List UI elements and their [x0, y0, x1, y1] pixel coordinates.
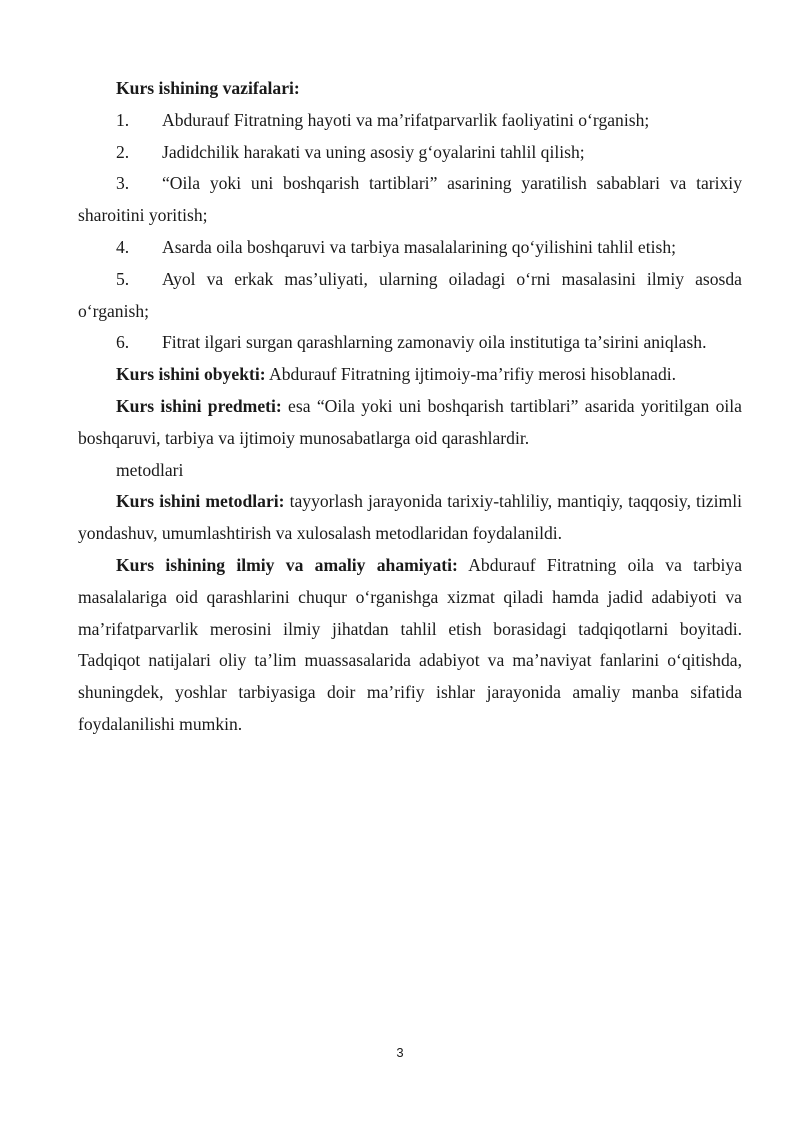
task-text: Jadidchilik harakati va uning asosiy gʻoyalarini tahlil qilish;: [162, 141, 585, 162]
methods-text: tayyorlash jarayonida tarixiy-tahliliy, mantiqiy, taqqosiy, tizimli yondashuv, umumlashtirish va xulosalash metodlaridan foydalanildi.: [78, 491, 742, 544]
object-paragraph: [78, 359, 742, 391]
task-item-5: [78, 264, 742, 328]
significance-text: Abdurauf Fitratning oila va tarbiya masalalariga oid qarashlarini chuqur oʻrganishga xizmat qiladi hamda jadid adabiyoti va maʼrifatparvarlik merosini ilmiy jihatdan tahlil etish borasidagi tadqiqotlarni boyitadi. Tadqiqot natijalari oliy taʼlim muassasalarida adabiyot va maʼnaviyat fanlarini oʻqitishda, shuningdek, yoshlar tarbiyasiga doir maʼrifiy ishlar jarayonida amaliy manba sifatida foydalanilishi mumkin.: [78, 554, 743, 734]
significance-label: Kurs ishining ilmiy va amaliy ahamiyati:: [116, 554, 458, 575]
document-page: [78, 73, 742, 741]
task-item-2: [78, 137, 742, 169]
task-number: 6.: [116, 332, 130, 353]
task-number: 3.: [116, 173, 130, 194]
task-text: “Oila yoki uni boshqarish tartiblari” asarining yaratilish sabablari va tarixiy sharoitini yoritish;: [78, 173, 742, 226]
task-text: Ayol va erkak masʼuliyati, ularning oiladagi oʻrni masalasini ilmiy asosda oʻrganish;: [78, 268, 742, 321]
task-text: Abdurauf Fitratning hayoti va maʼrifatparvarlik faoliyatini oʻrganish;: [162, 109, 650, 130]
task-number: 2.: [116, 141, 130, 162]
task-item-3: [78, 168, 742, 232]
page-number: 3: [396, 1045, 404, 1060]
subject-paragraph: [78, 391, 742, 455]
tasks-heading: [78, 73, 742, 105]
subject-text: esa “Oila yoki uni boshqarish tartiblari” asarida yoritilgan oila boshqaruvi, tarbiya va ijtimoiy munosabatlarga oid qarashlardir.: [78, 395, 742, 448]
task-text: Asarda oila boshqaruvi va tarbiya masalalarining qoʻyilishini tahlil etish;: [162, 236, 677, 257]
subject-label: Kurs ishini predmeti:: [116, 395, 282, 416]
task-item-4: [78, 232, 742, 264]
tasks-heading-text: Kurs ishining vazifalari:: [116, 78, 300, 98]
stray-line: metodlari: [116, 459, 184, 480]
task-item-6: [78, 327, 742, 359]
task-number: 4.: [116, 236, 130, 257]
methods-label: Kurs ishini metodlari:: [116, 491, 285, 512]
significance-paragraph: [78, 550, 742, 741]
object-label: Kurs ishini obyekti:: [116, 364, 266, 385]
methods-paragraph: [78, 486, 742, 550]
task-number: 5.: [116, 268, 130, 289]
task-item-1: [78, 105, 742, 137]
object-text: Abdurauf Fitratning ijtimoiy-maʼrifiy merosi hisoblanadi.: [265, 364, 677, 385]
task-number: 1.: [116, 109, 130, 130]
task-text: Fitrat ilgari surgan qarashlarning zamonaviy oila institutiga taʼsirini aniqlash.: [162, 332, 707, 353]
